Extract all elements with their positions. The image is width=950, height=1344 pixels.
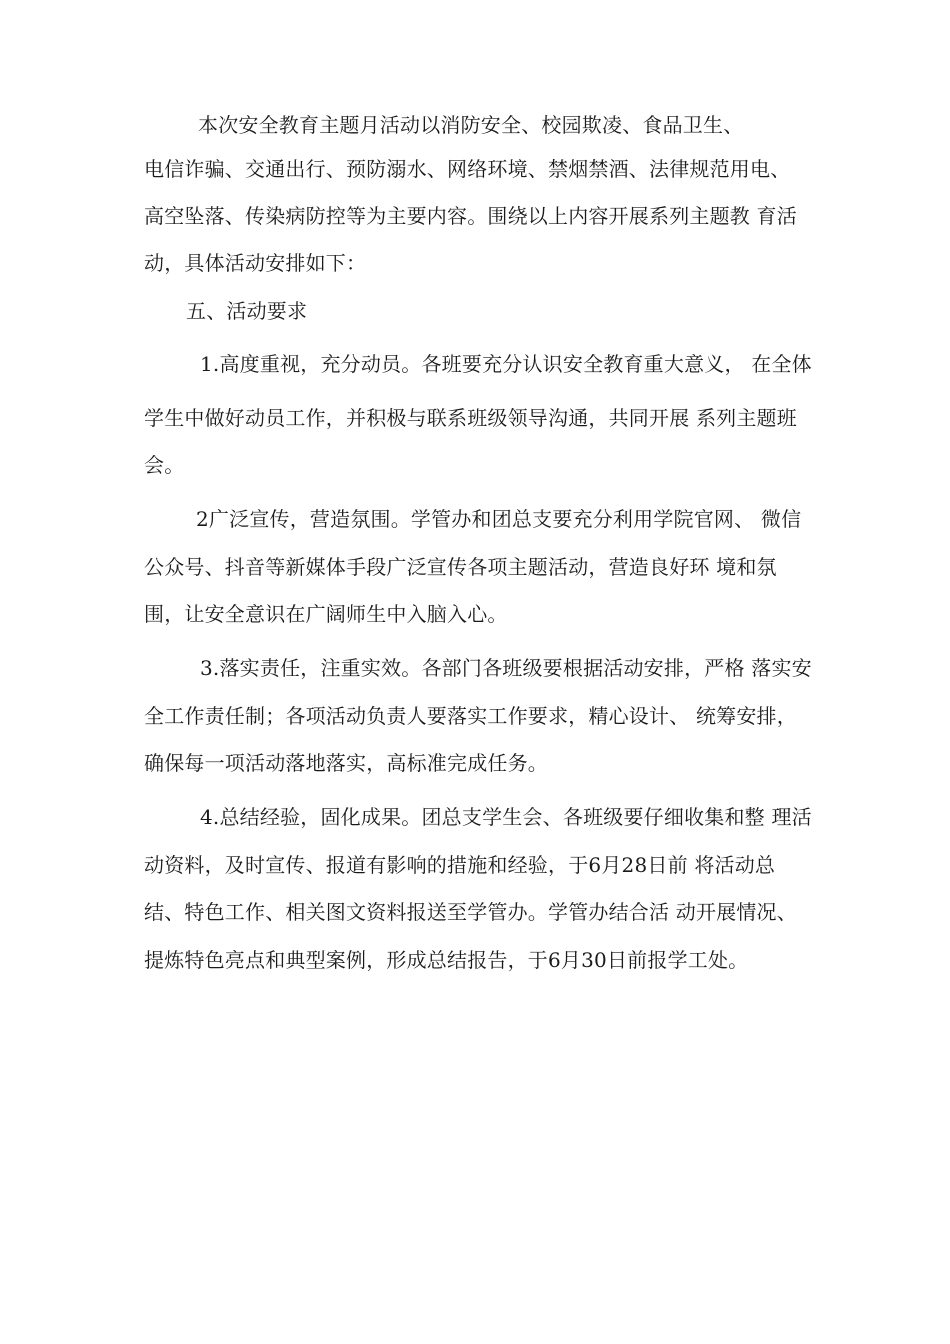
intro-line-3: 高空坠落、传染病防控等为主要内容。围绕以上内容开展系列主题教 育活 [144,204,797,228]
item-1-line-2: 学生中做好动员工作，并积极与联系班级领导沟通，共同开展 系列主题班 [144,406,797,430]
item-4-line-3: 结、特色工作、相关图文资料报送至学管办。学管办结合活 动开展情况、 [144,900,797,924]
item-4-line-1: 4.总结经验，固化成果。团总支学生会、各班级要仔细收集和整 理活 [200,805,812,829]
intro-line-1: 本次安全教育主题月活动以消防安全、校园欺凌、食品卫生、 [198,113,744,137]
intro-line-4: 动，具体活动安排如下： [144,251,367,275]
intro-line-2: 电信诈骗、交通出行、预防溺水、网络环境、禁烟禁酒、法律规范用电、 [144,157,791,181]
item-1-line-1: 1.高度重视，充分动员。各班要充分认识安全教育重大意义， 在全体 [200,352,812,376]
item-3-line-3: 确保每一项活动落地落实，高标准完成任务。 [144,751,548,775]
item-4-line-4: 提炼特色亮点和典型案例，形成总结报告，于6月30日前报学工处。 [144,948,749,972]
item-3-line-1: 3.落实责任，注重实效。各部门各班级要根据活动安排，严格 落实安 [200,656,812,680]
item-1-line-3: 会。 [144,453,185,477]
item-3-line-2: 全工作责任制；各项活动负责人要落实工作要求，精心设计、 统筹安排， [144,704,797,728]
item-2-line-1: 2广泛宣传，营造氛围。学管办和团总支要充分利用学院官网、 微信 [196,507,802,531]
item-4-line-2: 动资料，及时宣传、报道有影响的措施和经验，于6月28日前 将活动总 [144,853,776,877]
item-2-line-2: 公众号、抖音等新媒体手段广泛宣传各项主题活动，营造良好环 境和氛 [144,555,777,579]
section-heading: 五、活动要求 [186,299,308,323]
item-2-line-3: 围，让安全意识在广阔师生中入脑入心。 [144,602,508,626]
